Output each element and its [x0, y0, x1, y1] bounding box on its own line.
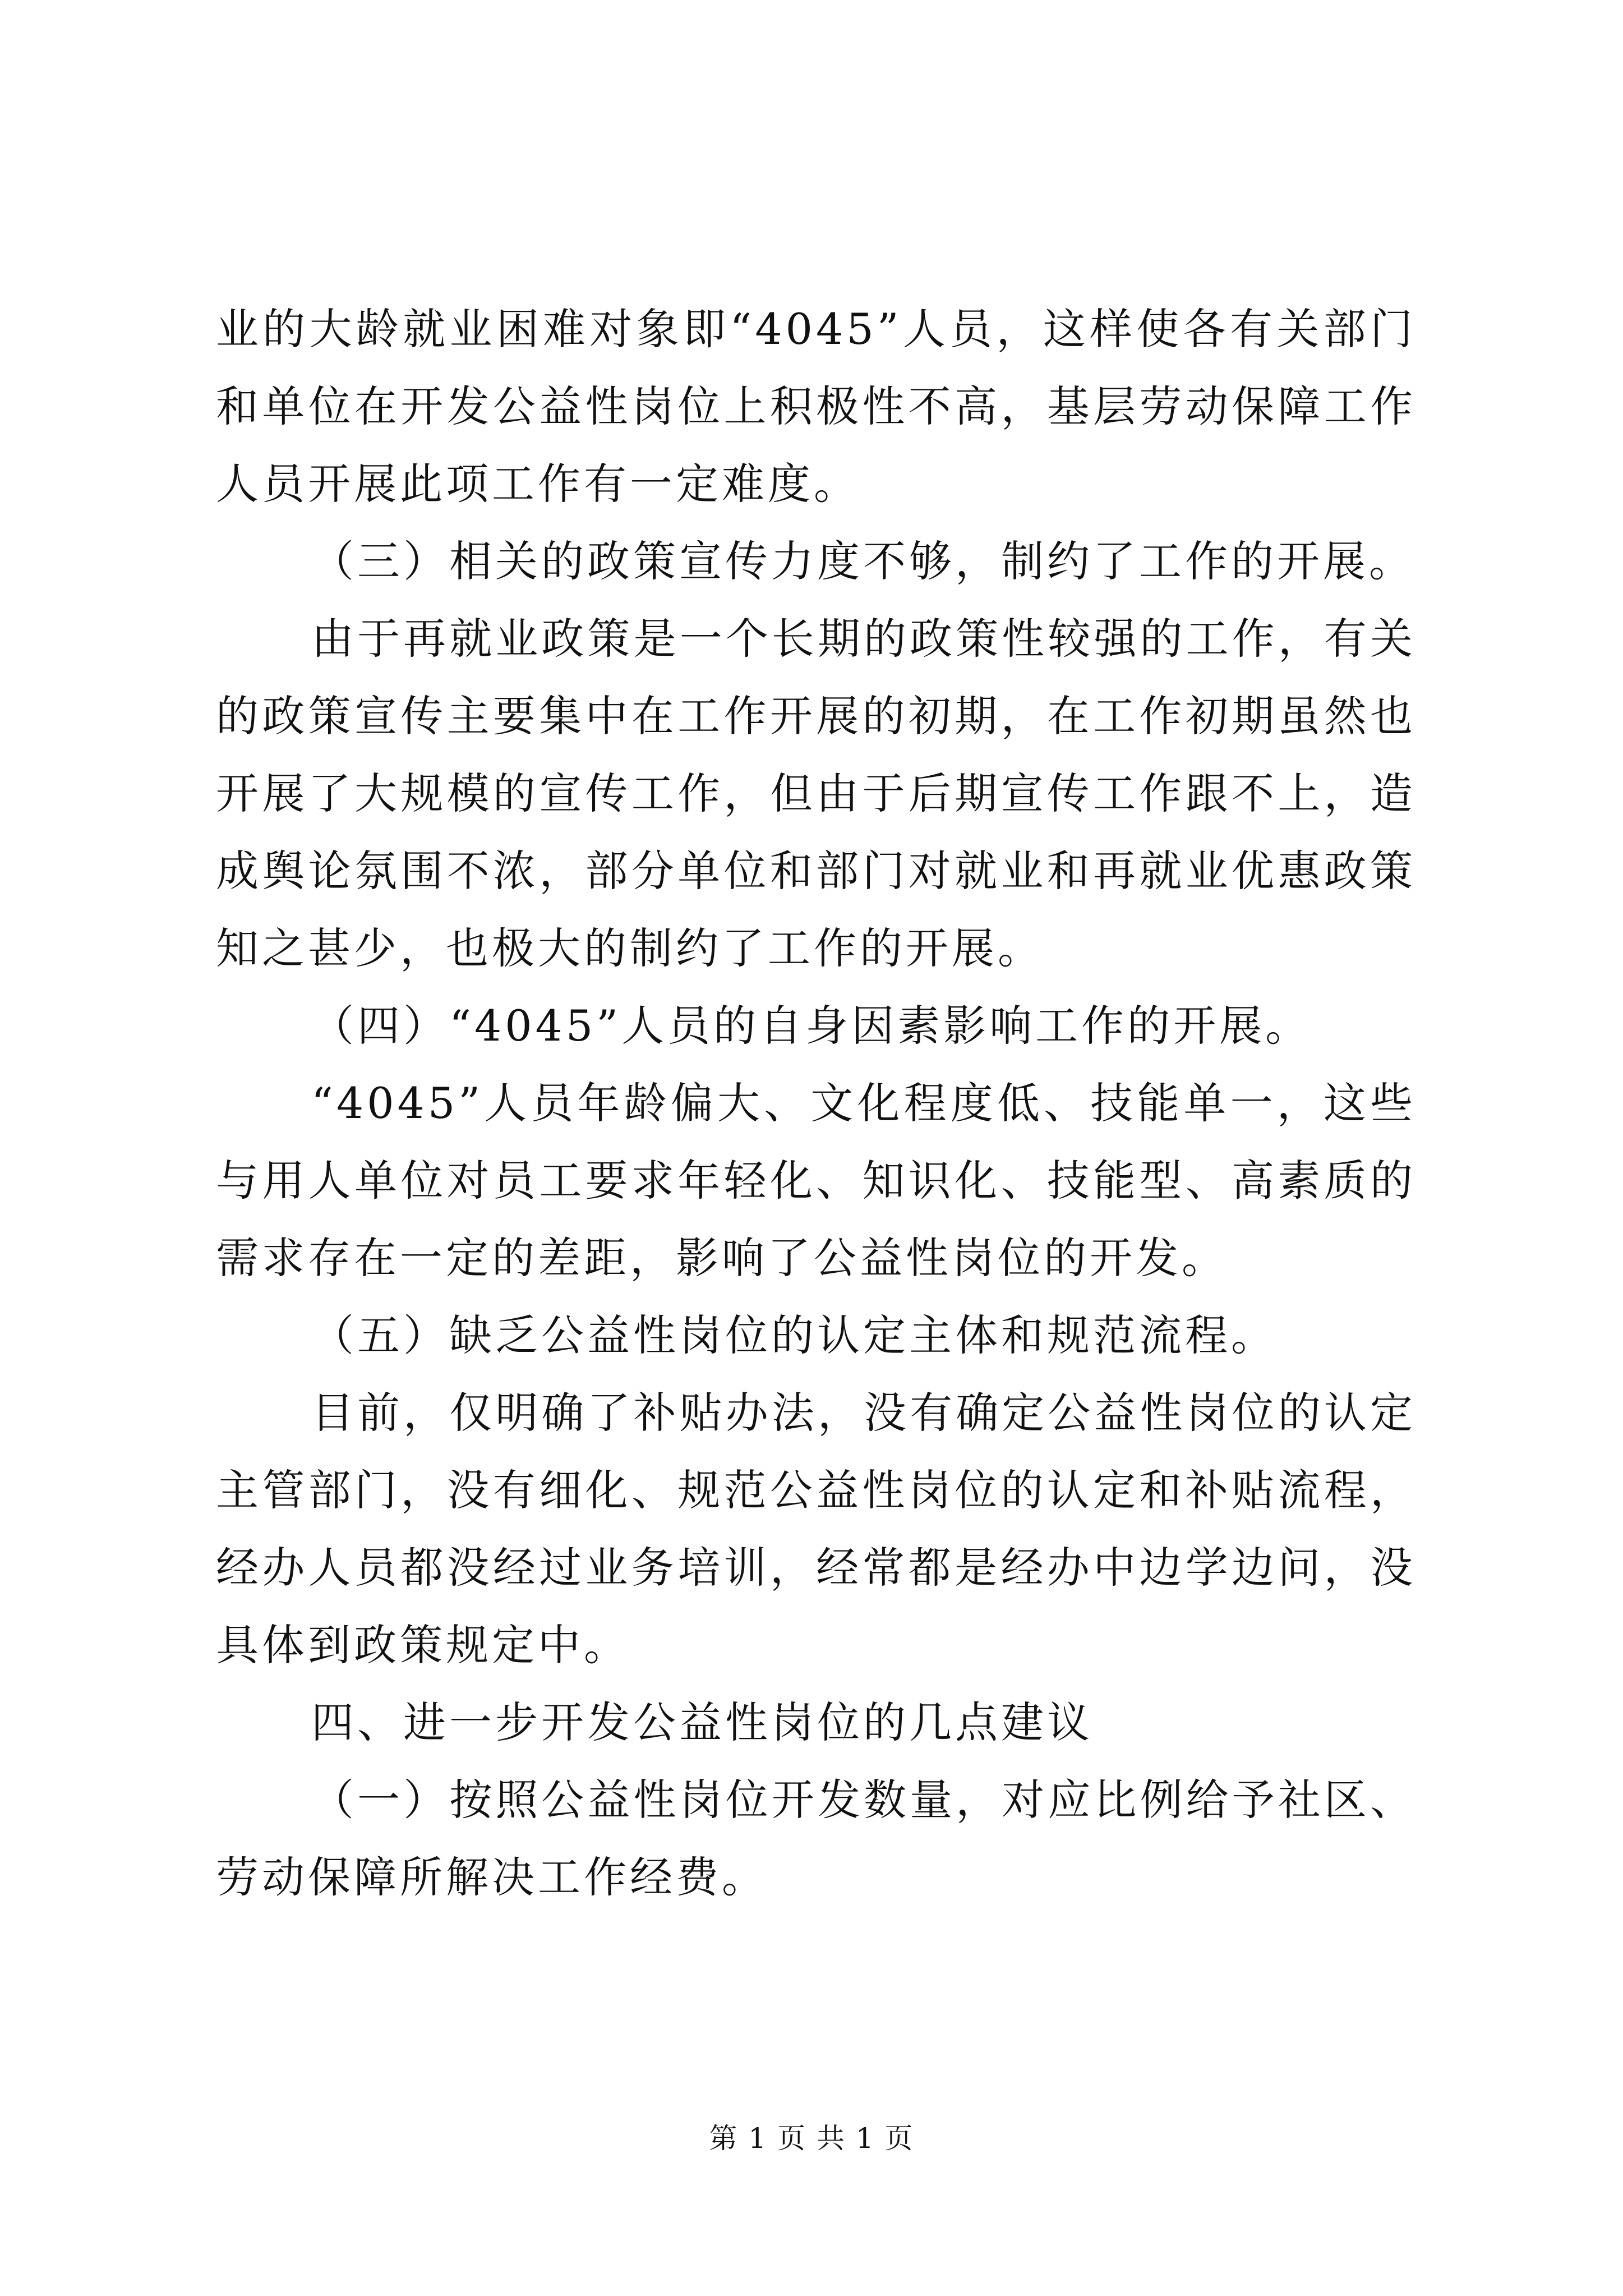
paragraph-policy-publicity: 由于再就业政策是一个长期的政策性较强的工作，有关的政策宣传主要集中在工作开展的初期，在工作初期虽然也开展了大规模的宣传工作，但由于后期宣传工作跟不上，造成舆论氛围不浓，部分单位和部门对就业和再就业优惠政策知之甚少，也极大的制约了工作的开展。: [216, 614, 1416, 973]
paragraph-certification-process: 目前，仅明确了补贴办法，没有确定公益性岗位的认定主管部门，没有细化、规范公益性岗位的认定和补贴流程，经办人员都没经过业务培训，经常都是经办中边学边问，没具体到政策规定中。: [216, 1388, 1416, 1670]
section-heading-5: （五）缺乏公益性岗位的认定主体和规范流程。: [311, 1310, 1277, 1360]
section-heading-3: （三）相关的政策宣传力度不够，制约了工作的开展。: [311, 536, 1415, 586]
suggestion-1: （一）按照公益性岗位开发数量，对应比例给予社区、劳动保障所解决工作经费。: [216, 1775, 1416, 1902]
paragraph-personal-factors: “4045”人员年龄偏大、文化程度低、技能单一，这些与用人单位对员工要求年轻化、知识化、技能型、高素质的需求存在一定的差距，影响了公益性岗位的开发。: [216, 1078, 1416, 1283]
document-body: [216, 291, 1416, 1916]
section-heading-4: （四）“4045”人员的自身因素影响工作的开展。: [311, 1001, 1312, 1051]
paragraph-continuation: 业的大龄就业困难对象即“4045”人员，这样使各有关部门和单位在开发公益性岗位上积极性不高，基层劳动保障工作人员开展此项工作有一定难度。: [216, 304, 1416, 509]
chapter-heading-4: 四、进一步开发公益性岗位的几点建议: [311, 1697, 1093, 1747]
page-footer: 第 1 页 共 1 页: [709, 2122, 914, 2155]
